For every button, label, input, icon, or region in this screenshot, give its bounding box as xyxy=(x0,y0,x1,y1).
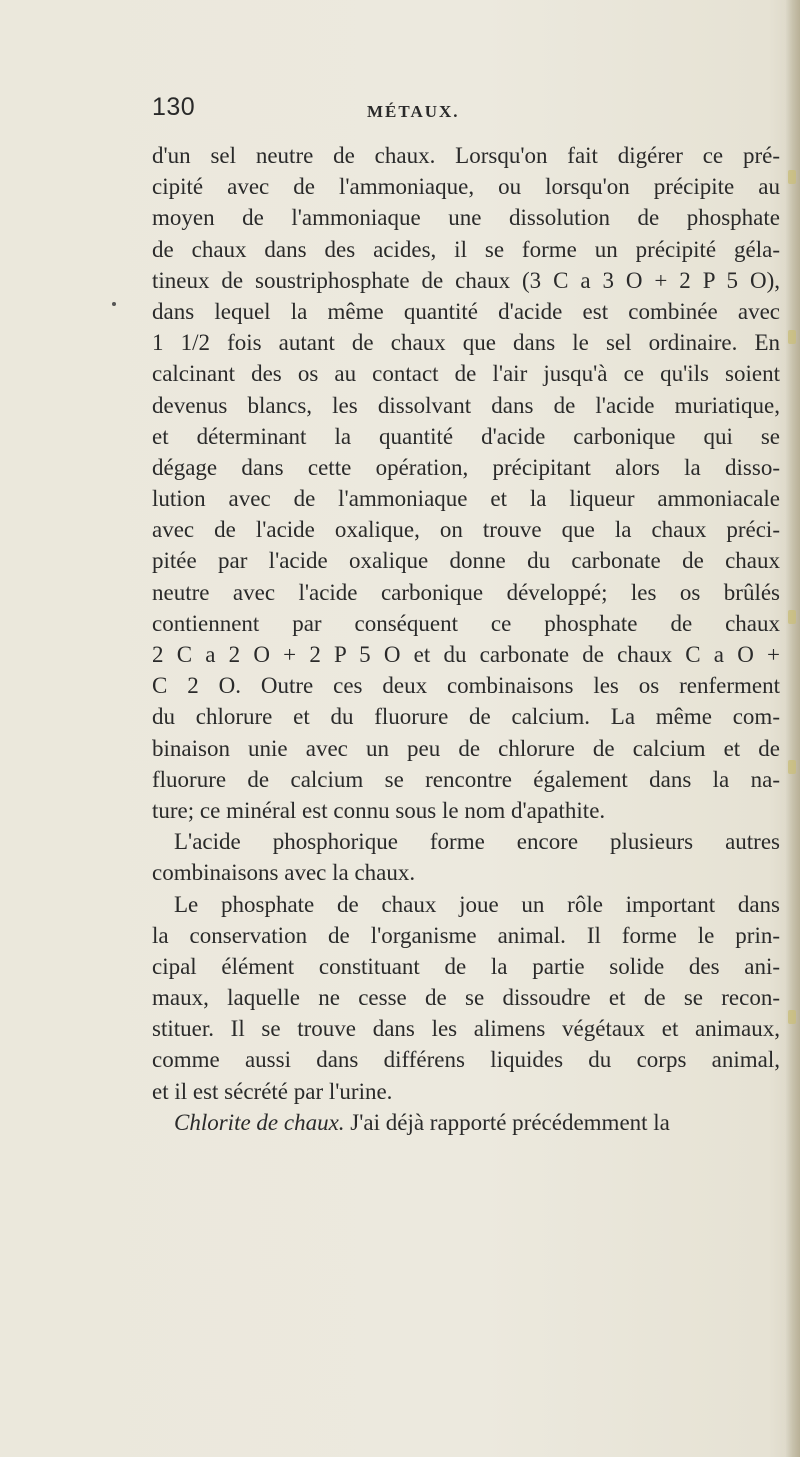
text-line: C 2 O. Outre ces deux combinaisons les os renferment xyxy=(152,673,780,699)
text-line: calcinant des os au contact de l'air jusqu'à ce qu'ils soient xyxy=(152,361,780,387)
edge-mark xyxy=(788,330,796,344)
text-line: stituer. Il se trouve dans les alimens végétaux et animaux, xyxy=(152,1016,780,1042)
text-line: et déterminant la quantité d'acide carbonique qui se xyxy=(152,423,780,449)
text-line: neutre avec l'acide carbonique développé; les os brûlés xyxy=(152,579,780,605)
text-line: contiennent par conséquent ce phosphate de chaux xyxy=(152,610,780,636)
text-line: combinaisons avec la chaux. xyxy=(152,860,416,886)
edge-mark xyxy=(788,760,796,774)
text-line: avec de l'acide oxalique, on trouve que la chaux préci- xyxy=(152,517,780,543)
text-line: et il est sécrété par l'urine. xyxy=(152,1078,393,1104)
text-line: lution avec de l'ammoniaque et la liqueur ammoniacale xyxy=(152,486,780,512)
text-line: binaison unie avec un peu de chlorure de calcium et de xyxy=(152,735,780,761)
text-line: 1 1/2 fois autant de chaux que dans le sel ordinaire. En xyxy=(152,330,780,356)
page-edge xyxy=(786,0,800,1457)
text-line: tineux de soustriphosphate de chaux (3 C a 3 O + 2 P 5 O), xyxy=(152,267,780,293)
text-line: ture; ce minéral est connu sous le nom d'apathite. xyxy=(152,797,606,823)
text-line: moyen de l'ammoniaque une dissolution de phosphate xyxy=(152,205,780,231)
body-text xyxy=(152,140,780,1138)
text-line: dégage dans cette opération, précipitant alors la disso- xyxy=(152,454,780,480)
margin-mark xyxy=(112,302,116,306)
section-text: J'ai déjà rapporté précédemment la xyxy=(344,1109,670,1135)
text-line: comme aussi dans différens liquides du corps animal, xyxy=(152,1047,780,1073)
edge-mark xyxy=(788,170,796,184)
text-line: dans lequel la même quantité d'acide est combinée avec xyxy=(152,298,780,324)
section-lead: Chlorite de chaux. xyxy=(174,1109,345,1135)
edge-mark xyxy=(788,1010,796,1024)
page-number: 130 xyxy=(152,93,196,121)
text-line: Le phosphate de chaux joue un rôle important dans xyxy=(174,891,780,917)
text-line: pitée par l'acide oxalique donne du carbonate de chaux xyxy=(152,548,780,574)
text-line: cipal élément constituant de la partie solide des ani- xyxy=(152,953,780,979)
text-line: du chlorure et du fluorure de calcium. La même com- xyxy=(152,704,780,730)
text-line xyxy=(152,1107,780,1138)
text-line: cipité avec de l'ammoniaque, ou lorsqu'on précipite au xyxy=(152,174,780,200)
page-header xyxy=(152,93,782,133)
text-line: devenus blancs, les dissolvant dans de l'acide muriatique, xyxy=(152,392,780,418)
text-line: d'un sel neutre de chaux. Lorsqu'on fait digérer ce pré- xyxy=(152,143,780,168)
text-line: de chaux dans des acides, il se forme un précipité géla- xyxy=(152,236,780,262)
text-line: la conservation de l'organisme animal. Il forme le prin- xyxy=(152,922,780,948)
running-head: MÉTAUX. xyxy=(367,102,460,121)
text-line: L'acide phosphorique forme encore plusieurs autres xyxy=(174,829,780,855)
edge-mark xyxy=(788,610,796,624)
text-line: fluorure de calcium se rencontre également dans la na- xyxy=(152,766,780,792)
text-line: maux, laquelle ne cesse de se dissoudre et de se recon- xyxy=(152,985,780,1011)
text-line: 2 C a 2 O + 2 P 5 O et du carbonate de chaux C a O + xyxy=(152,642,780,667)
